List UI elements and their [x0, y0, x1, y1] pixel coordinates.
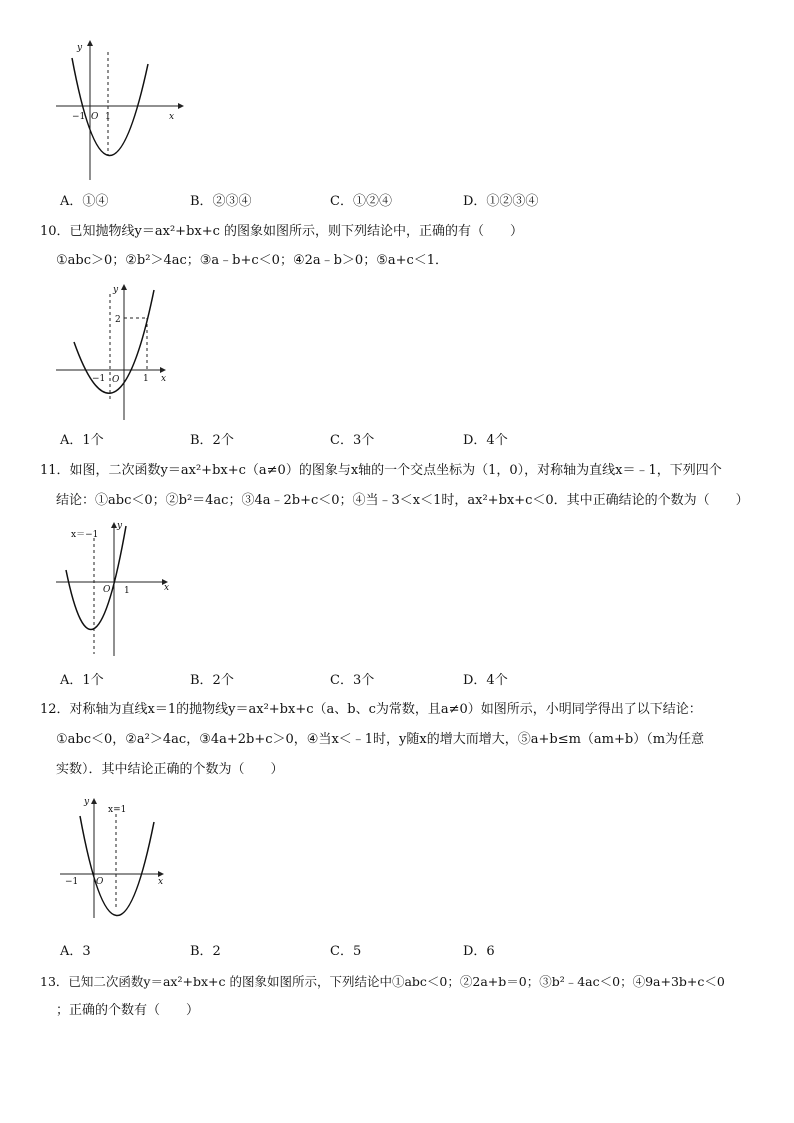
- x-axis-label: x: [158, 877, 164, 887]
- option-d[interactable]: D．4个: [463, 433, 508, 448]
- option-c[interactable]: C．3个: [330, 673, 375, 688]
- option-a[interactable]: A．①④: [60, 194, 109, 209]
- figure-prev-parabola: [50, 38, 190, 188]
- option-c[interactable]: C．3个: [330, 433, 375, 448]
- x-axis-label: x: [169, 112, 175, 122]
- q10-conclusions: ①abc＞0；②b²＞4ac；③a﹣b+c＜0；④2a﹣b＞0；⑤a+c＜1．: [56, 253, 449, 268]
- q11-options: [60, 669, 760, 689]
- q13-stem-cont: ；正确的个数有（ ）: [56, 1003, 200, 1018]
- tick-label-neg1: −1: [92, 374, 106, 384]
- origin-label: O: [112, 375, 120, 385]
- parabola-curve: [72, 58, 148, 156]
- q11-conclusions: 结论：①abc＜0；②b²＝4ac；③4a﹣2b+c＜0；④当﹣3＜x＜1时，ax²+bx+c＜0．其中正确结论的个数为（ ）: [56, 493, 749, 508]
- x-axis-arrow-icon: [160, 367, 166, 373]
- symmetry-axis-label: x＝−1: [71, 530, 99, 540]
- q12-conclusions: ①abc＜0，②a²＞4ac，③4a+2b+c＞0，④当x＜﹣1时，y随x的增大而增大，⑤a+b≤m（am+b）（m为任意: [56, 732, 705, 747]
- tick-label-2: 2: [115, 315, 121, 325]
- parabola-curve: [80, 816, 154, 916]
- option-c[interactable]: C．①②④: [330, 194, 392, 209]
- q11-stem: 11．如图，二次函数y＝ax²+bx+c（a≠0）的图象与x轴的一个交点坐标为（1，0），对称轴为直线x＝﹣1，下列四个: [40, 463, 722, 478]
- figure-q12-parabola: [56, 796, 186, 926]
- tick-label-1: 1: [143, 374, 149, 384]
- option-c[interactable]: C．5: [330, 944, 362, 959]
- y-axis-label: y: [117, 521, 123, 531]
- option-a[interactable]: A．3: [60, 944, 91, 959]
- option-d[interactable]: D．6: [463, 944, 495, 959]
- origin-label: O: [91, 112, 99, 122]
- tick-label-1: 1: [124, 586, 130, 596]
- q12-conclusions-cont: 实数）．其中结论正确的个数为（ ）: [56, 762, 284, 777]
- y-axis-arrow-icon: [87, 40, 93, 46]
- option-b[interactable]: B．2个: [190, 673, 234, 688]
- option-b[interactable]: B．②③④: [190, 194, 252, 209]
- prev-options: [60, 190, 760, 210]
- tick-label-neg1: −1: [72, 112, 86, 122]
- tick-label-neg1: −1: [65, 877, 79, 887]
- y-axis-label: y: [113, 285, 119, 295]
- x-axis-label: x: [161, 374, 167, 384]
- x-axis-label: x: [164, 583, 170, 593]
- y-axis-label: y: [84, 797, 90, 807]
- option-d[interactable]: D．4个: [463, 673, 508, 688]
- tick-label-1: 1: [105, 112, 111, 122]
- y-axis-arrow-icon: [91, 798, 97, 804]
- option-a[interactable]: A．1个: [60, 433, 104, 448]
- y-axis-arrow-icon: [121, 284, 127, 290]
- figure-q10-parabola: [54, 280, 184, 425]
- symmetry-axis-label: x=1: [108, 805, 127, 815]
- q12-options: [60, 940, 760, 960]
- option-d[interactable]: D．①②③④: [463, 194, 539, 209]
- origin-label: O: [96, 877, 104, 887]
- q13-stem: 13．已知二次函数y＝ax²+bx+c 的图象如图所示，下列结论中①abc＜0；②2a+b＝0；③b²﹣4ac＜0；④9a+3b+c＜0: [40, 974, 725, 989]
- q10-stem: 10．已知抛物线y＝ax²+bx+c 的图象如图所示，则下列结论中，正确的有（ ）: [40, 224, 524, 239]
- option-a[interactable]: A．1个: [60, 673, 104, 688]
- q12-stem: 12．对称轴为直线x＝1的抛物线y＝ax²+bx+c（a、b、c为常数，且a≠0）如图所示，小明同学得出了以下结论：: [40, 702, 702, 717]
- y-axis-label: y: [77, 43, 83, 53]
- figure-q11-parabola: [52, 518, 182, 663]
- option-b[interactable]: B．2个: [190, 433, 234, 448]
- parabola-curve: [66, 526, 126, 630]
- q10-options: [60, 429, 760, 449]
- origin-label: O: [103, 585, 111, 595]
- x-axis-arrow-icon: [178, 103, 184, 109]
- option-b[interactable]: B．2: [190, 944, 221, 959]
